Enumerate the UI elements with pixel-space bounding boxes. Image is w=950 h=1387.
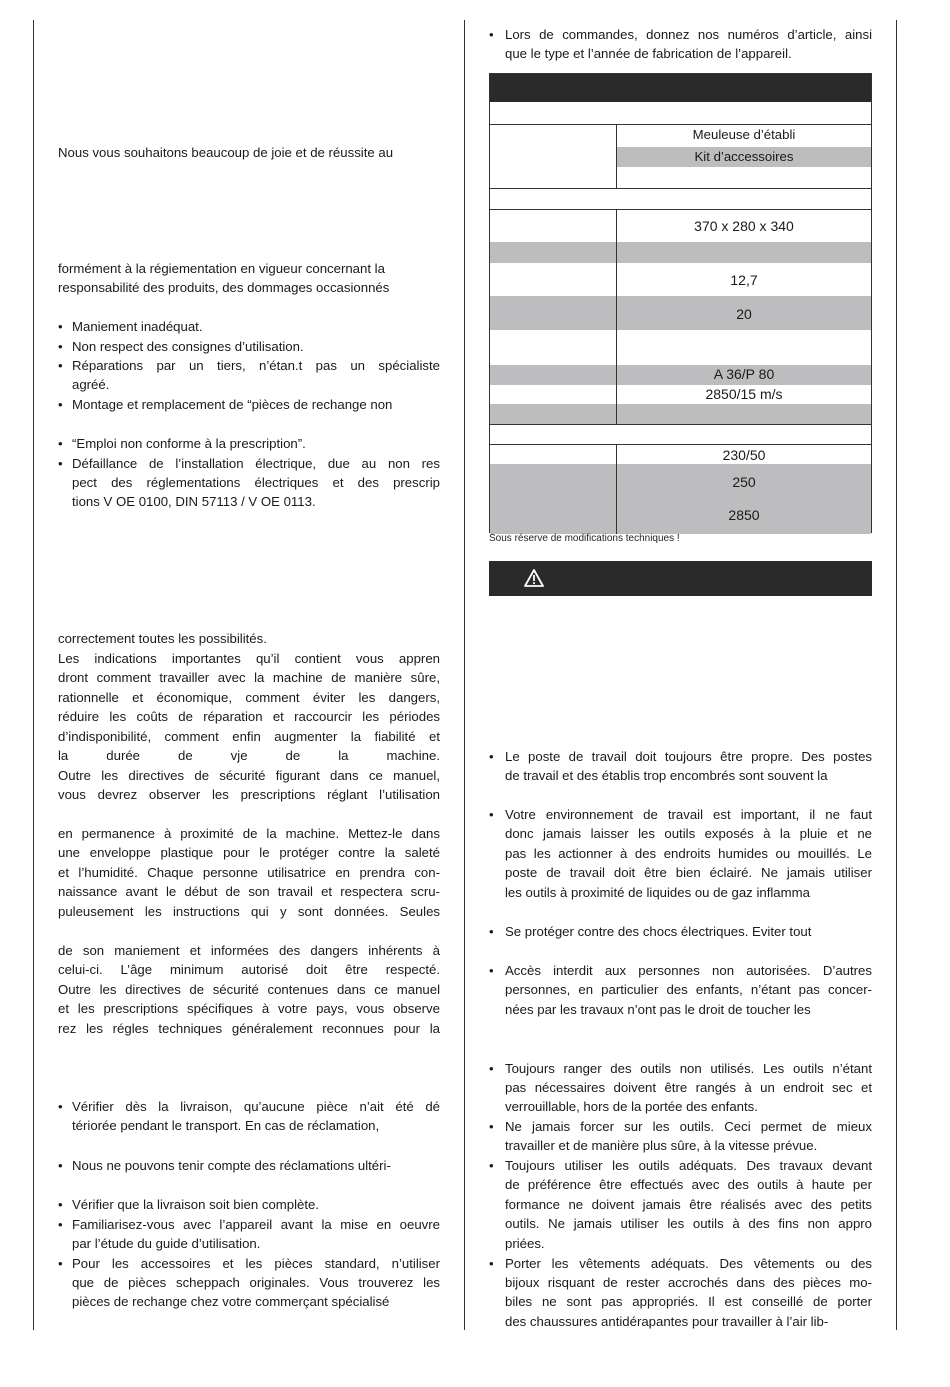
text-line: pièces de rechange chez votre commerçant spécialisé xyxy=(72,1294,390,1310)
text-line: correctement toutes les possibilités. xyxy=(58,631,267,646)
text-line: Toujours utiliser les outils adéquats. Des travaux devant xyxy=(505,1158,872,1173)
bullet-dot: • xyxy=(489,1119,494,1134)
bullet-dot: • xyxy=(58,358,63,373)
bullet-dot: • xyxy=(58,1216,63,1232)
warning-triangle-icon xyxy=(524,569,544,587)
spec-width: 20 xyxy=(736,306,752,322)
table-footnote: Sous réserve de modifications techniques ! xyxy=(489,533,680,544)
text-line: Vérifier que la livraison soit bien complète. xyxy=(72,1197,320,1212)
text-line: que de pièces scheppach originales. Vous trouverez les xyxy=(72,1274,440,1290)
spec-speed: 2850/15 m/s xyxy=(705,386,783,402)
text-line: Pour les accessoires et les pièces standard, n’utiliser xyxy=(72,1255,440,1271)
text-line: puleusement les instructions qui y sont données. Seules xyxy=(58,903,440,919)
text-line: Se protéger contre des chocs électriques. Eviter tout xyxy=(505,924,812,939)
text-line: Porter les vêtements adéquats. Des vêtements ou des xyxy=(505,1255,872,1271)
text-line: verrouillable, hors de la portée des enfants. xyxy=(505,1099,758,1115)
text-line: Les indications importantes qu’il contient vous appren xyxy=(58,651,440,666)
text-line: Nous ne pouvons tenir compte des réclamations ultéri- xyxy=(72,1158,391,1173)
text-line: Le poste de travail doit toujours être propre. Des postes xyxy=(505,749,872,764)
technical-data-table xyxy=(489,73,872,533)
text-line: Ne jamais forcer sur les outils. Ceci permet de mieux xyxy=(505,1119,872,1134)
bullet-dot: • xyxy=(58,319,63,334)
text-line: Outre les directives de sécurité figurant dans ce manuel, xyxy=(58,767,440,783)
text-line: formance ne doivent jamais être réalisés avec des petits xyxy=(505,1196,872,1212)
text-line: donc jamais laisser les outils exposés à la pluie et ne xyxy=(505,826,872,842)
bullet-dot: • xyxy=(489,1255,494,1271)
bullet-dot: • xyxy=(58,338,63,354)
text-line: outils. Ne jamais utiliser les outils à des fins non appro xyxy=(505,1216,872,1232)
intro-text: Nous vous souhaitons beaucoup de joie et de réussite au xyxy=(58,145,394,160)
text-line: personnes, en particulier des enfants, n’étant pas concer- xyxy=(505,982,872,998)
bullet-dot: • xyxy=(58,1099,63,1114)
bullet-dot: • xyxy=(58,436,63,451)
text-line: Toujours ranger des outils non utilisés. Les outils n’étant xyxy=(505,1060,872,1076)
text-line: Vérifier dès la livraison, qu’aucune pièce n’ait été dé xyxy=(72,1099,440,1114)
text-line: de son maniement et informées des dangers inhérents à xyxy=(58,943,440,958)
text-line: une enveloppe plastique pour le protéger contre la saleté xyxy=(58,845,440,861)
text-line: et les prescriptions spécifiques à votre pays, vous observe xyxy=(58,1001,440,1017)
bullet-dot: • xyxy=(58,1197,63,1212)
text-line: priées. xyxy=(505,1235,545,1251)
margin-line-right xyxy=(896,20,897,1330)
safety-warning-bar xyxy=(489,561,872,596)
text-line: en permanence à proximité de la machine. Mettez-le dans xyxy=(58,826,440,841)
spec-voltage: 230/50 xyxy=(722,447,766,463)
bullet-dot: • xyxy=(489,1158,494,1173)
text-line: Montage et remplacement de “pièces de rechange non xyxy=(72,397,393,412)
text-line: pect des réglementations électriques et des prescrip xyxy=(72,474,440,490)
text-line: Maniement inadéquat. xyxy=(72,319,203,334)
text-line: la durée de vje de la machine. xyxy=(58,748,440,764)
bullet-dot: • xyxy=(58,1255,63,1271)
liability-text-line: formément à la régiementation en vigueur concernant la xyxy=(58,261,385,276)
text-line: biles ne sont pas appropriés. Il est conseillé de porter xyxy=(505,1294,872,1310)
bullet-dot: • xyxy=(489,1060,494,1076)
text-line: Non respect des consignes d’utilisation. xyxy=(72,338,304,354)
text-line: pas nécessaires doivent être rangés à un endroit sec et xyxy=(505,1079,872,1095)
bullet-dot: • xyxy=(58,455,63,471)
text-line: “Emploi non conforme à la prescription”. xyxy=(72,436,306,451)
text-line: Défaillance de l’installation électrique, due au non res xyxy=(72,455,440,471)
text-line: nées par les travaux n’ont pas le droit de toucher les xyxy=(505,1001,811,1017)
text-line: vous devrez observer les prescriptions réglant l’utilisation xyxy=(58,787,440,803)
text-line: par l’étude du guide d’utilisation. xyxy=(72,1235,261,1251)
bullet-dot: • xyxy=(489,963,494,978)
text-line: Outre les directives de sécurité contenues dans ce manuel xyxy=(58,981,440,997)
text-line: de préférence être effectués avec des outils à haute per xyxy=(505,1177,872,1193)
delivery-item-accessories: Kit d’accessoires xyxy=(694,149,794,164)
text-line: Lors de commandes, donnez nos numéros d’article, ainsi xyxy=(505,27,872,42)
text-line: rez les régles techniques généralement reconnues pour la xyxy=(58,1020,440,1036)
text-line: agréé. xyxy=(72,377,110,393)
bullet-dot: • xyxy=(489,924,494,939)
text-line: réduire les coûts de réparation et raccourcir les périodes xyxy=(58,709,440,725)
margin-line-left xyxy=(33,20,34,1330)
spec-grain: A 36/P 80 xyxy=(713,366,775,382)
text-line: celui-ci. L’âge minimum autorisé doit être respecté. xyxy=(58,962,440,978)
text-line: pas les actionner à des endroits humides ou mouillés. Le xyxy=(505,845,872,861)
text-line: de travail et des établis trop encombrés sont souvent la xyxy=(505,768,828,784)
bullet-dot: • xyxy=(489,749,494,764)
text-line: naissance avant le début de son travail et respectera scru- xyxy=(58,884,440,900)
text-line: d’indisponibilité, comment enfin augmenter la fiabilité et xyxy=(58,728,440,744)
text-line: les outils à proximité de liquides ou de gaz inflamma xyxy=(505,884,810,900)
text-line: et l’humidité. Chaque personne utilisatrice en prendra con- xyxy=(58,864,440,880)
text-line: rationnelle et économique, comment éviter les dangers, xyxy=(58,689,440,705)
text-line: bijoux risquant de rester accrochés dans des pièces mo- xyxy=(505,1274,872,1290)
text-line: Réparations par un tiers, n’étan.t pas un spécialiste xyxy=(72,358,440,373)
bullet-dot: • xyxy=(489,807,494,822)
spec-power: 250 xyxy=(732,474,756,490)
bullet-dot: • xyxy=(58,1158,63,1173)
spec-bore: 12,7 xyxy=(730,272,758,288)
liability-text-line: responsabilité des produits, des dommages occasionnés xyxy=(58,280,390,295)
text-line: des chaussures antidérapantes pour travailler à l’air lib- xyxy=(505,1313,829,1329)
bullet-dot: • xyxy=(489,27,494,42)
text-line: tions V OE 0100, DIN 57113 / V OE 0113. xyxy=(72,494,316,510)
delivery-item-grinder: Meuleuse d’établi xyxy=(692,127,796,142)
spec-dimensions: 370 x 280 x 340 xyxy=(694,218,794,234)
text-line: que le type et l’année de fabrication de l’appareil. xyxy=(505,46,792,62)
bullet-dot: • xyxy=(58,397,63,412)
text-line: Accès interdit aux personnes non autorisées. D’autres xyxy=(505,963,872,978)
text-line: poste de travail doit être bien éclairé. Ne jamais utiliser xyxy=(505,865,872,881)
text-line: travailler et de manière plus sûre, à la vitesse prévue. xyxy=(505,1138,818,1154)
column-divider xyxy=(464,20,465,1330)
text-line: Familiarisez-vous avec l’appareil avant la mise en oeuvre xyxy=(72,1216,440,1232)
text-line: Votre environnement de travail est important, il ne faut xyxy=(505,807,872,822)
spec-rpm: 2850 xyxy=(728,507,760,523)
text-line: tériorée pendant le transport. En cas de réclamation, xyxy=(72,1118,380,1134)
text-line: dront comment travailler avec la machine de manière sûre, xyxy=(58,670,440,686)
table-header-bar xyxy=(490,74,871,102)
